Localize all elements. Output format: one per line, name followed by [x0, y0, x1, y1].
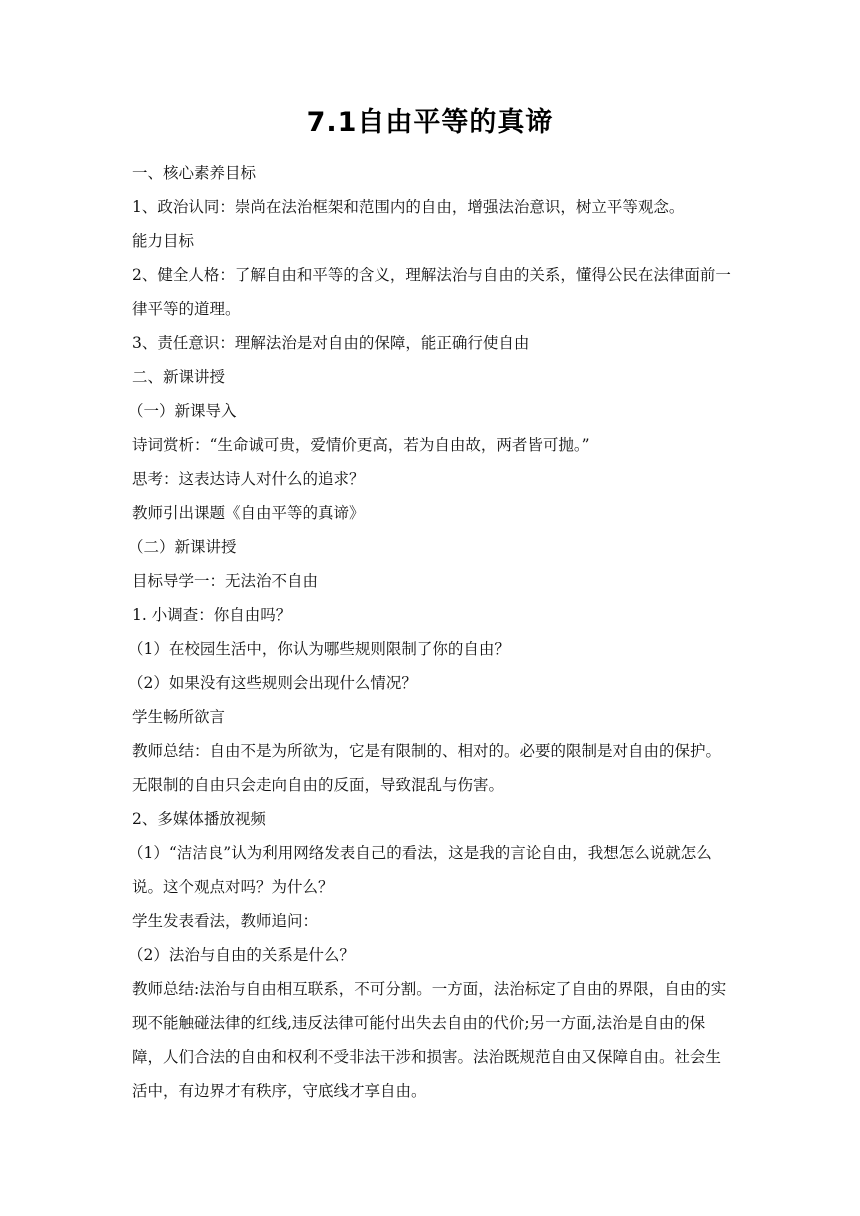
section-heading: 一、核心素养目标: [132, 164, 257, 182]
subsection-heading: （一）新课导入: [128, 402, 237, 420]
question-item: （1）在校园生活中，你认为哪些规则限制了你的自由？: [128, 640, 510, 658]
paragraph: 教师总结:法治与自由相互联系，不可分割。一方面，法治标定了自由的界限，自由的实现不能触碰法律的红线,违反法律可能付出失去自由的代价;另一方面,法治是自由的保障，人们合法的自由和权利不受非法干涉和损害。法治既规范自由又保障自由。社会生活中，有边界才有秩序，守底线才享自由。: [132, 980, 727, 1100]
paragraph: 3、责任意识：理解法治是对自由的保障，能正确行使自由: [132, 334, 530, 352]
paragraph: 2、健全人格：了解自由和平等的含义，理解法治与自由的关系，懂得公民在法律面前一律平等的道理。: [132, 266, 731, 318]
paragraph: 教师总结：自由不是为所欲为，它是有限制的、相对的。必要的限制是对自由的保护。无限制的自由只会走向自由的反面，导致混乱与伤害。: [132, 742, 722, 794]
paragraph: 1. 小调查：你自由吗？: [132, 606, 292, 624]
paragraph: 目标导学一：无法治不自由: [132, 572, 319, 590]
question-item: （2）如果没有这些规则会出现什么情况？: [128, 674, 417, 692]
subsection-heading: （二）新课讲授: [128, 538, 237, 556]
question-item: （2）法治与自由的关系是什么？: [128, 946, 355, 964]
document-title: 7.1自由平等的真谛: [306, 107, 554, 138]
paragraph: 学生发表看法，教师追问：: [132, 912, 319, 930]
question-item: （1）“洁洁良”认为利用网络发表自己的看法，这是我的言论自由，我想怎么说就怎么说。这个观点对吗？为什么？: [128, 844, 712, 896]
paragraph: 2、多媒体播放视频: [132, 810, 266, 828]
paragraph: 诗词赏析：“生命诚可贵，爱情价更高，若为自由故，两者皆可抛。”: [132, 436, 590, 454]
paragraph: 教师引出课题《自由平等的真谛》: [132, 504, 365, 522]
section-heading: 二、新课讲授: [132, 368, 226, 386]
document-body: [128, 156, 732, 1108]
subheading: 能力目标: [132, 232, 195, 250]
paragraph: 1、政治认同：崇尚在法治框架和范围内的自由，增强法治意识，树立平等观念。: [132, 198, 685, 216]
paragraph: 学生畅所欲言: [132, 708, 226, 726]
paragraph: 思考：这表达诗人对什么的追求？: [132, 470, 365, 488]
